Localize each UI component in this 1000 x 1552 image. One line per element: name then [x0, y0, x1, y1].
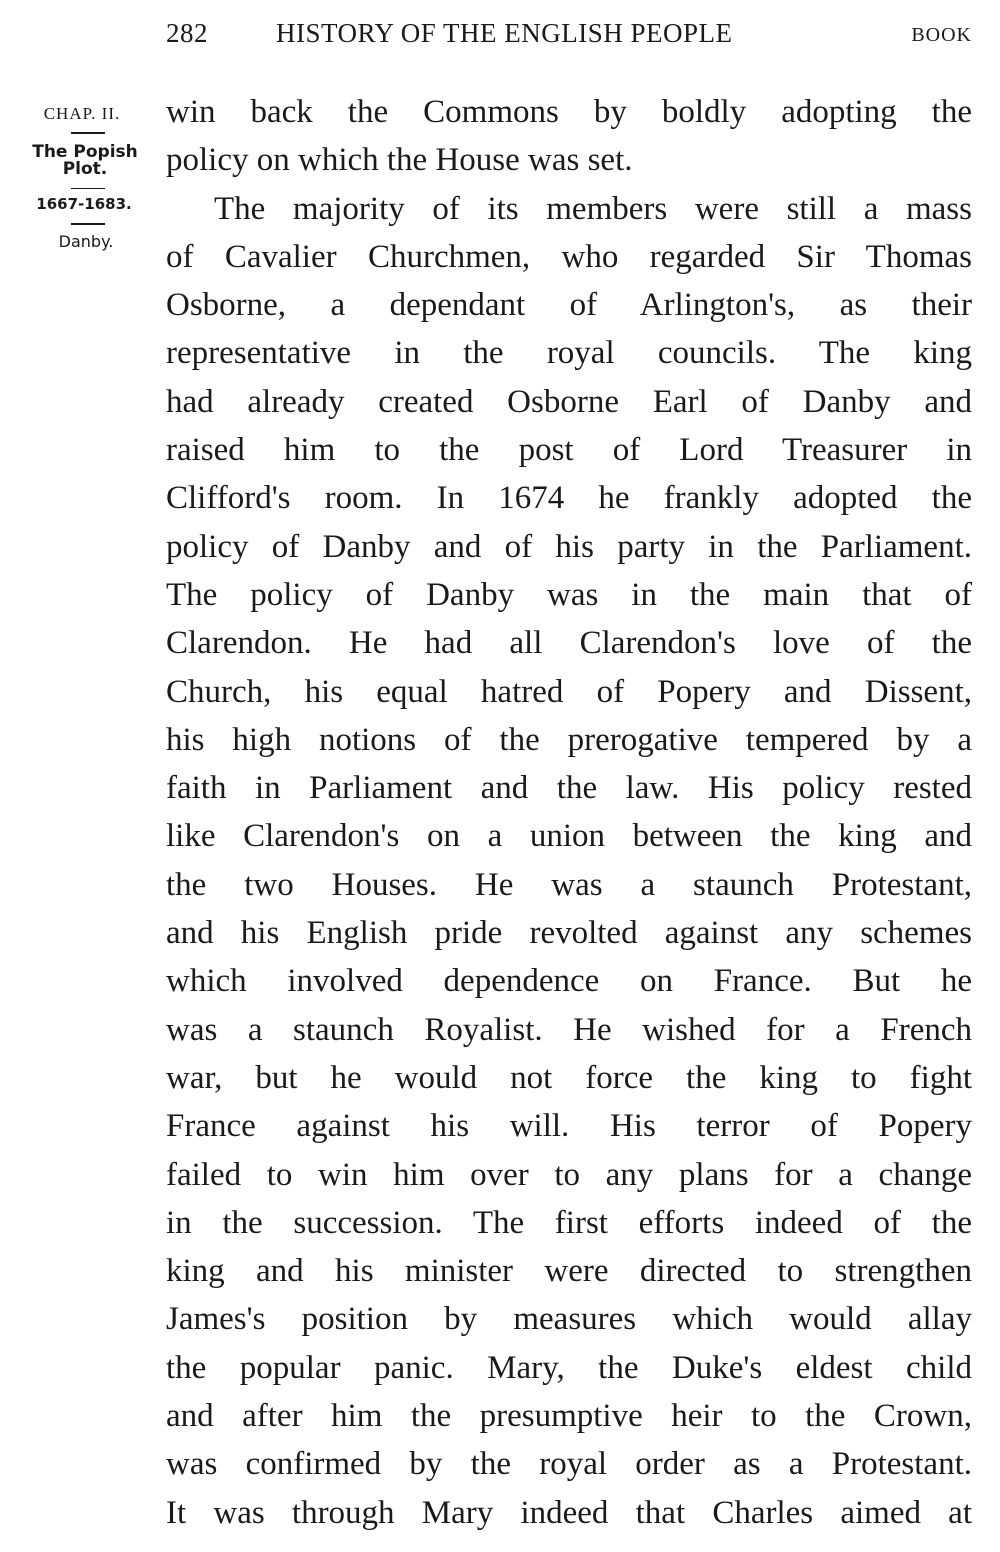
- text-line: and after him the presumptive heir to the Crown,: [166, 1398, 972, 1435]
- text-line: representative in the royal councils. The king: [166, 335, 972, 372]
- text-line: which involved dependence on France. But he: [166, 963, 972, 1000]
- margin-dates: 1667-1683.: [36, 195, 132, 213]
- text-line: was a staunch Royalist. He wished for a French: [166, 1011, 972, 1048]
- chapter-label: CHAP. II.: [43, 104, 121, 123]
- text-line: win back the Commons by boldly adopting the: [166, 94, 972, 130]
- margin-divider: [71, 223, 105, 225]
- text-line: the popular panic. Mary, the Duke's eldest child: [166, 1349, 972, 1386]
- text-line: Church, his equal hatred of Popery and Dissent,: [166, 673, 972, 710]
- text-line: policy on which the House was set.: [166, 142, 633, 179]
- margin-divider: [71, 188, 105, 190]
- text-line: policy of Danby and of his party in the Parliament.: [166, 528, 972, 565]
- margin-topic: The Popish Plot.: [32, 141, 138, 179]
- text-line: failed to win him over to any plans for a change: [166, 1156, 972, 1193]
- text-line: raised him to the post of Lord Treasurer in: [166, 432, 972, 469]
- text-line: king and his minister were directed to strengthen: [166, 1253, 972, 1290]
- text-line: France against his will. His terror of Popery: [166, 1108, 972, 1145]
- margin-divider: [71, 132, 105, 134]
- text-line: and his English pride revolted against any schemes: [166, 915, 972, 952]
- text-line: like Clarendon's on a union between the king and: [166, 818, 972, 855]
- text-line: of Cavalier Churchmen, who regarded Sir Thomas: [166, 238, 972, 275]
- text-line: Osborne, a dependant of Arlington's, as their: [166, 287, 972, 324]
- book-label: BOOK: [911, 24, 972, 46]
- text-line: had already created Osborne Earl of Danby and: [166, 383, 972, 420]
- running-head: [166, 18, 972, 54]
- text-line: James's position by measures which would allay: [166, 1301, 972, 1338]
- text-line: was confirmed by the royal order as a Protestant.: [166, 1446, 972, 1483]
- text-line: in the succession. The first efforts indeed of the: [166, 1204, 972, 1241]
- book-title: HISTORY OF THE ENGLISH PEOPLE: [276, 18, 733, 48]
- text-line: Clarendon. He had all Clarendon's love of the: [166, 625, 972, 662]
- text-line: The policy of Danby was in the main that of: [166, 576, 972, 613]
- text-line: his high notions of the prerogative tempered by a: [166, 721, 972, 758]
- margin-notes: [12, 100, 152, 251]
- text-line: It was through Mary indeed that Charles aimed at: [166, 1494, 972, 1531]
- text-line: The majority of its members were still a mass: [214, 190, 972, 227]
- text-line: war, but he would not force the king to fight: [166, 1059, 972, 1096]
- page-number: 282: [166, 18, 208, 48]
- text-line: the two Houses. He was a staunch Protestant,: [166, 866, 972, 903]
- body-text: [166, 88, 972, 1537]
- text-line: faith in Parliament and the law. His policy rested: [166, 770, 972, 807]
- margin-subtopic: Danby.: [58, 231, 114, 251]
- text-line: Clifford's room. In 1674 he frankly adopted the: [166, 480, 972, 517]
